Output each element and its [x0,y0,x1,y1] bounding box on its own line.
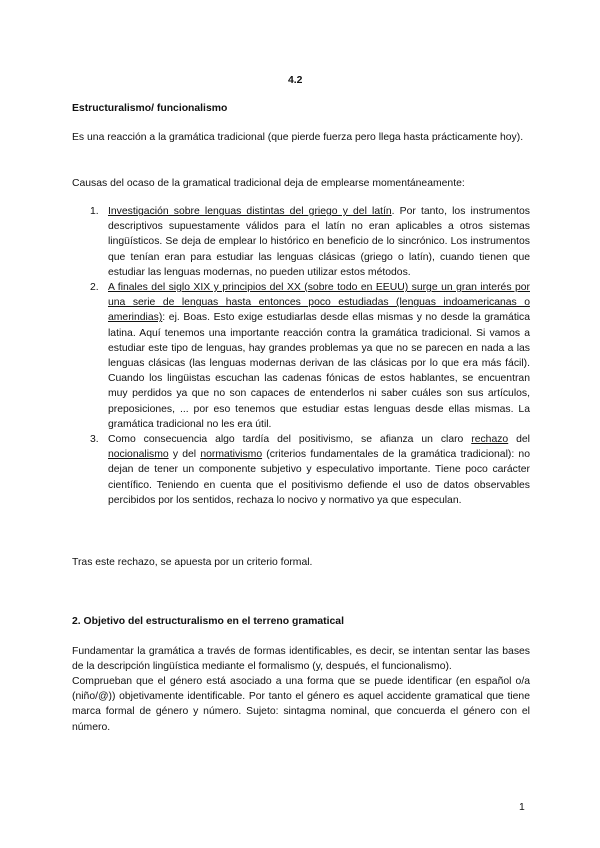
list-item [72,432,530,508]
list-item-text: : ej. Boas. Esto exige estudiarlas desde ellas mismas y no desde la gramática latina. Aquí tenemos una importante reacción contra la gramática tradicional. Si vamos a estudiar este tipo de lenguas, hay grandes problemas ya que no se parecen en nada a las lenguas clásicas (las lenguas modernas derivan de las clásicas por lo que era más fácil). Cuando los lingüistas escuchan las cadenas fónicas de estos hablantes, se encuentran muy perdidos ya que no son capaces de entenderlos ni saber cuáles son sus artículos, preposiciones, ... por eso tenemos que estudiar estas lenguas desde ellas mismas. La gramática tradicional no les era útil. [108,312,530,430]
list-item-text: . Por tanto, los instrumentos descriptivos supuestamente válidos para el latín no eran aplicables a otros sistemas lingüísticos. Se deja de emplear lo histórico en beneficio de lo sincrónico. Los instrumentos que tenían eran para estudiar las lenguas clásicas (griego o latín), cuando tienen que estudiar las lenguas modernas, no pueden utilizar estos métodos. [108,206,530,278]
after-rejection-paragraph: Tras este rechazo, se apuesta por un criterio formal. [72,557,313,568]
list-item-text: (criterios fundamentales de la gramática tradicional): no dejan de tener un componente subjetivo y especulativo importante. Tiene poco carácter científico. Teniendo en cuenta que el positivismo defiende el uso de datos observables percibidos por los sentidos, rechaza lo nocivo y normativo ya que especulan. [108,449,530,506]
list-item-underlined: A finales del siglo XIX y principios del XX (sobre todo en EEUU) surge un gran interés por una serie de lenguas hasta entonces poco estudiadas (lenguas indoamericanas o amerindias) [108,282,530,324]
causes-list [72,204,530,508]
intro-paragraph: Es una reacción a la gramática tradicional (que pierde fuerza pero llega hasta prácticamente hoy). [72,132,524,143]
normativismo-term: normativismo [200,449,263,461]
nocionalismo-term: nocionalismo [108,449,169,461]
list-item-number: 2. [90,282,99,294]
list-item [72,280,530,432]
section-number: 4.2 [288,75,303,86]
page-title: Estructuralismo/ funcionalismo [72,103,228,114]
section-2-title: 2. Objetivo del estructuralismo en el terreno gramatical [72,616,344,627]
section-2-paragraph-1: Fundamentar la gramática a través de formas identificables, es decir, se intentan sentar las bases de la descripción lingüística mediante el formalismo (y, después, el funcionalismo). [72,646,530,673]
list-item-underlined: Investigación sobre lenguas distintas del griego y del latín [108,206,392,217]
list-item [72,204,530,280]
page-number: 1 [519,802,525,813]
list-item-text: del [508,434,530,446]
list-item-number: 1. [90,206,99,217]
list-item-number: 3. [90,434,99,446]
list-item-text: Como consecuencia algo tardía del positivismo, se afianza un claro [108,434,472,446]
list-item-text: y del [168,449,201,461]
rechazo-term: rechazo [471,434,509,446]
causes-intro: Causas del ocaso de la gramatical tradicional deja de emplearse momentáneamente: [72,178,465,189]
section-2-paragraph-2: Comprueban que el género está asociado a una forma que se puede identificar (en español o/a (niño/@)) objetivamente identificable. Por tanto el género es aquel accidente gramatical que tiene marca formal de género y número. Sujeto: sintagma nominal, que concuerda el género con el número. [72,676,530,733]
